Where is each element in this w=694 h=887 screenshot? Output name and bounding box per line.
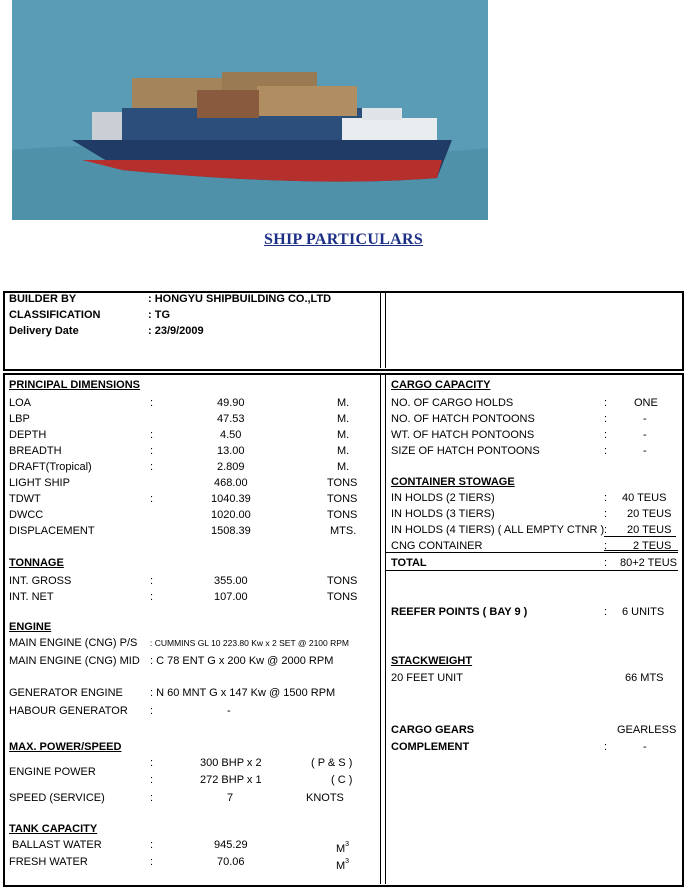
- fresh-water-colon: :: [150, 856, 154, 868]
- ballast-water-unit-sup: 3: [345, 841, 350, 848]
- fresh-water-unit-text: M: [336, 860, 346, 872]
- dwcc-value: 1020.00: [211, 509, 251, 521]
- reefer-points-value: 6 UNITS: [622, 606, 665, 618]
- int-net-colon: :: [150, 591, 154, 603]
- depth-label: DEPTH: [9, 429, 47, 441]
- depth-value: 4.50: [220, 429, 242, 441]
- ballast-water-colon: :: [150, 839, 154, 851]
- displacement-value: 1508.39: [211, 525, 251, 537]
- total-rule-double: [604, 550, 678, 551]
- fresh-water-unit: [336, 856, 349, 872]
- loa-colon: :: [150, 397, 154, 409]
- lbp-unit: M.: [337, 413, 350, 425]
- cargo-gears-label: CARGO GEARS: [391, 724, 475, 736]
- main-engine-mid-label: MAIN ENGINE (CNG) MID: [9, 655, 140, 667]
- engine-power-label: ENGINE POWER: [9, 766, 96, 778]
- loa-unit: M.: [337, 397, 350, 409]
- harbour-generator-value: -: [227, 705, 231, 717]
- power-row-2-colon: :: [150, 774, 154, 786]
- classification-value: : TG: [148, 309, 170, 321]
- holds-3-tiers-value: 20 TEUS: [627, 508, 672, 520]
- size-hatch-pontoons-value: -: [643, 445, 647, 457]
- fresh-water-unit-sup: 3: [345, 858, 350, 865]
- speed-unit: KNOTS: [306, 792, 344, 804]
- draft-value: 2.809: [217, 461, 245, 473]
- harbour-generator-colon: :: [150, 705, 154, 717]
- dwcc-unit: TONS: [327, 509, 358, 521]
- total-label: TOTAL: [391, 557, 427, 569]
- builder-box-divider: [380, 292, 386, 368]
- generator-engine-value: : N 60 MNT G x 147 Kw @ 1500 RPM: [150, 687, 336, 699]
- ship-illustration: [12, 0, 488, 220]
- int-net-label: INT. NET: [9, 591, 54, 603]
- wt-hatch-pontoons-colon: :: [604, 429, 608, 441]
- cng-container-label: CNG CONTAINER: [391, 540, 483, 552]
- stackweight-value: 66 MTS: [625, 672, 664, 684]
- holds-3-tiers-label: IN HOLDS (3 TIERS): [391, 508, 495, 520]
- container-stowage-heading: CONTAINER STOWAGE: [391, 476, 515, 488]
- int-gross-colon: :: [150, 575, 154, 587]
- wt-hatch-pontoons-value: -: [643, 429, 647, 441]
- int-net-value: 107.00: [214, 591, 248, 603]
- displacement-label: DISPLACEMENT: [9, 525, 95, 537]
- principal-dimensions-heading: PRINCIPAL DIMENSIONS: [9, 379, 140, 391]
- page-title: SHIP PARTICULARS: [264, 231, 424, 248]
- draft-unit: M.: [337, 461, 350, 473]
- main-engine-ps-value: : CUMMINS GL 10 223.80 Kw x 2 SET @ 2100 RPM: [150, 638, 350, 648]
- delivery-date-label: Delivery Date: [9, 325, 79, 337]
- hatch-pontoons-label: NO. OF HATCH PONTOONS: [391, 413, 535, 425]
- builder-value: : HONGYU SHIPBUILDING CO.,LTD: [148, 293, 332, 305]
- lbp-label: LBP: [9, 413, 30, 425]
- power-row-1-note: ( P & S ): [311, 757, 353, 769]
- cargo-holds-label: NO. OF CARGO HOLDS: [391, 397, 514, 409]
- size-hatch-pontoons-label: SIZE OF HATCH PONTOONS: [391, 445, 540, 457]
- delivery-date-value: : 23/9/2009: [148, 325, 204, 337]
- light-ship-unit: TONS: [327, 477, 358, 489]
- reefer-points-colon: :: [604, 606, 608, 618]
- cargo-holds-colon: :: [604, 397, 608, 409]
- depth-colon: :: [150, 429, 154, 441]
- lbp-value: 47.53: [217, 413, 245, 425]
- complement-colon: :: [604, 741, 608, 753]
- particulars-box-divider: [380, 374, 386, 884]
- wt-hatch-pontoons-label: WT. OF HATCH PONTOONS: [391, 429, 535, 441]
- complement-value: -: [643, 741, 647, 753]
- hatch-pontoons-value: -: [643, 413, 647, 425]
- tdwt-label: TDWT: [9, 493, 41, 505]
- total-value: 80+2 TEUS: [620, 557, 677, 569]
- light-ship-label: LIGHT SHIP: [9, 477, 70, 489]
- hatch-pontoons-colon: :: [604, 413, 608, 425]
- light-ship-value: 468.00: [214, 477, 248, 489]
- fresh-water-label: FRESH WATER: [9, 856, 88, 868]
- breadth-colon: :: [150, 445, 154, 457]
- main-engine-mid-value: : C 78 ENT G x 200 Kw @ 2000 RPM: [150, 655, 334, 667]
- breadth-label: BREADTH: [9, 445, 62, 457]
- cng-container-colon: :: [604, 540, 608, 552]
- harbour-generator-label: HABOUR GENERATOR: [9, 705, 128, 717]
- holds-2-tiers-colon: :: [604, 492, 608, 504]
- displacement-unit: MTS.: [330, 525, 357, 537]
- power-row-1-colon: :: [150, 757, 154, 769]
- total-rule: [386, 552, 678, 553]
- cargo-holds-value: ONE: [634, 397, 658, 409]
- int-net-unit: TONS: [327, 591, 358, 603]
- classification-label: CLASSIFICATION: [9, 309, 101, 321]
- breadth-value: 13.00: [217, 445, 245, 457]
- draft-colon: :: [150, 461, 154, 473]
- reefer-points-label: REEFER POINTS ( BAY 9 ): [391, 606, 528, 618]
- total-bottom-rule: [386, 570, 678, 571]
- power-row-2-note: ( C ): [331, 774, 353, 786]
- tdwt-value: 1040.39: [211, 493, 251, 505]
- holds-3-tiers-colon: :: [604, 508, 608, 520]
- breadth-unit: M.: [337, 445, 350, 457]
- builder-label: BUILDER BY: [9, 293, 77, 305]
- cargo-gears-value: GEARLESS: [617, 724, 677, 736]
- draft-label: DRAFT(Tropical): [9, 461, 92, 473]
- int-gross-value: 355.00: [214, 575, 248, 587]
- main-engine-ps-label: MAIN ENGINE (CNG) P/S: [9, 637, 138, 649]
- cargo-capacity-heading: CARGO CAPACITY: [391, 379, 491, 391]
- complement-label: COMPLEMENT: [391, 741, 470, 753]
- int-gross-unit: TONS: [327, 575, 358, 587]
- loa-label: LOA: [9, 397, 32, 409]
- total-colon: :: [604, 557, 608, 569]
- speed-label: SPEED (SERVICE): [9, 792, 105, 804]
- tank-capacity-heading: TANK CAPACITY: [9, 823, 98, 835]
- ballast-water-unit: [336, 839, 349, 855]
- power-row-1-value: 300 BHP x 2: [200, 757, 262, 769]
- holds-2-tiers-value: 40 TEUS: [622, 492, 667, 504]
- tdwt-unit: TONS: [327, 493, 358, 505]
- holds-2-tiers-label: IN HOLDS (2 TIERS): [391, 492, 495, 504]
- ballast-water-value: 945.29: [214, 839, 248, 851]
- ship-photo: [12, 0, 488, 220]
- loa-value: 49.90: [217, 397, 245, 409]
- speed-colon: :: [150, 792, 154, 804]
- holds-4-tiers-value: 20 TEUS: [627, 524, 672, 536]
- depth-unit: M.: [337, 429, 350, 441]
- fresh-water-value: 70.06: [217, 856, 245, 868]
- stackweight-heading: STACKWEIGHT: [391, 655, 473, 667]
- tdwt-colon: :: [150, 493, 154, 505]
- cng-container-value: 2 TEUS: [633, 540, 672, 552]
- dwcc-label: DWCC: [9, 509, 44, 521]
- size-hatch-pontoons-colon: :: [604, 445, 608, 457]
- int-gross-label: INT. GROSS: [9, 575, 72, 587]
- power-row-2-value: 272 BHP x 1: [200, 774, 262, 786]
- ballast-water-unit-text: M: [336, 843, 346, 855]
- holds-4-tiers-label: IN HOLDS (4 TIERS) ( ALL EMPTY CTNR ): [391, 524, 605, 536]
- tonnage-heading: TONNAGE: [9, 557, 64, 569]
- stackweight-label: 20 FEET UNIT: [391, 672, 463, 684]
- speed-value: 7: [227, 792, 234, 804]
- max-power-heading: MAX. POWER/SPEED: [9, 741, 122, 753]
- ballast-water-label: BALLAST WATER: [12, 839, 102, 851]
- builder-box: [3, 291, 684, 371]
- holds-4-tiers-colon: :: [604, 524, 608, 536]
- holds-4-tiers-underline: [604, 536, 676, 537]
- generator-engine-label: GENERATOR ENGINE: [9, 687, 123, 699]
- engine-heading: ENGINE: [9, 621, 52, 633]
